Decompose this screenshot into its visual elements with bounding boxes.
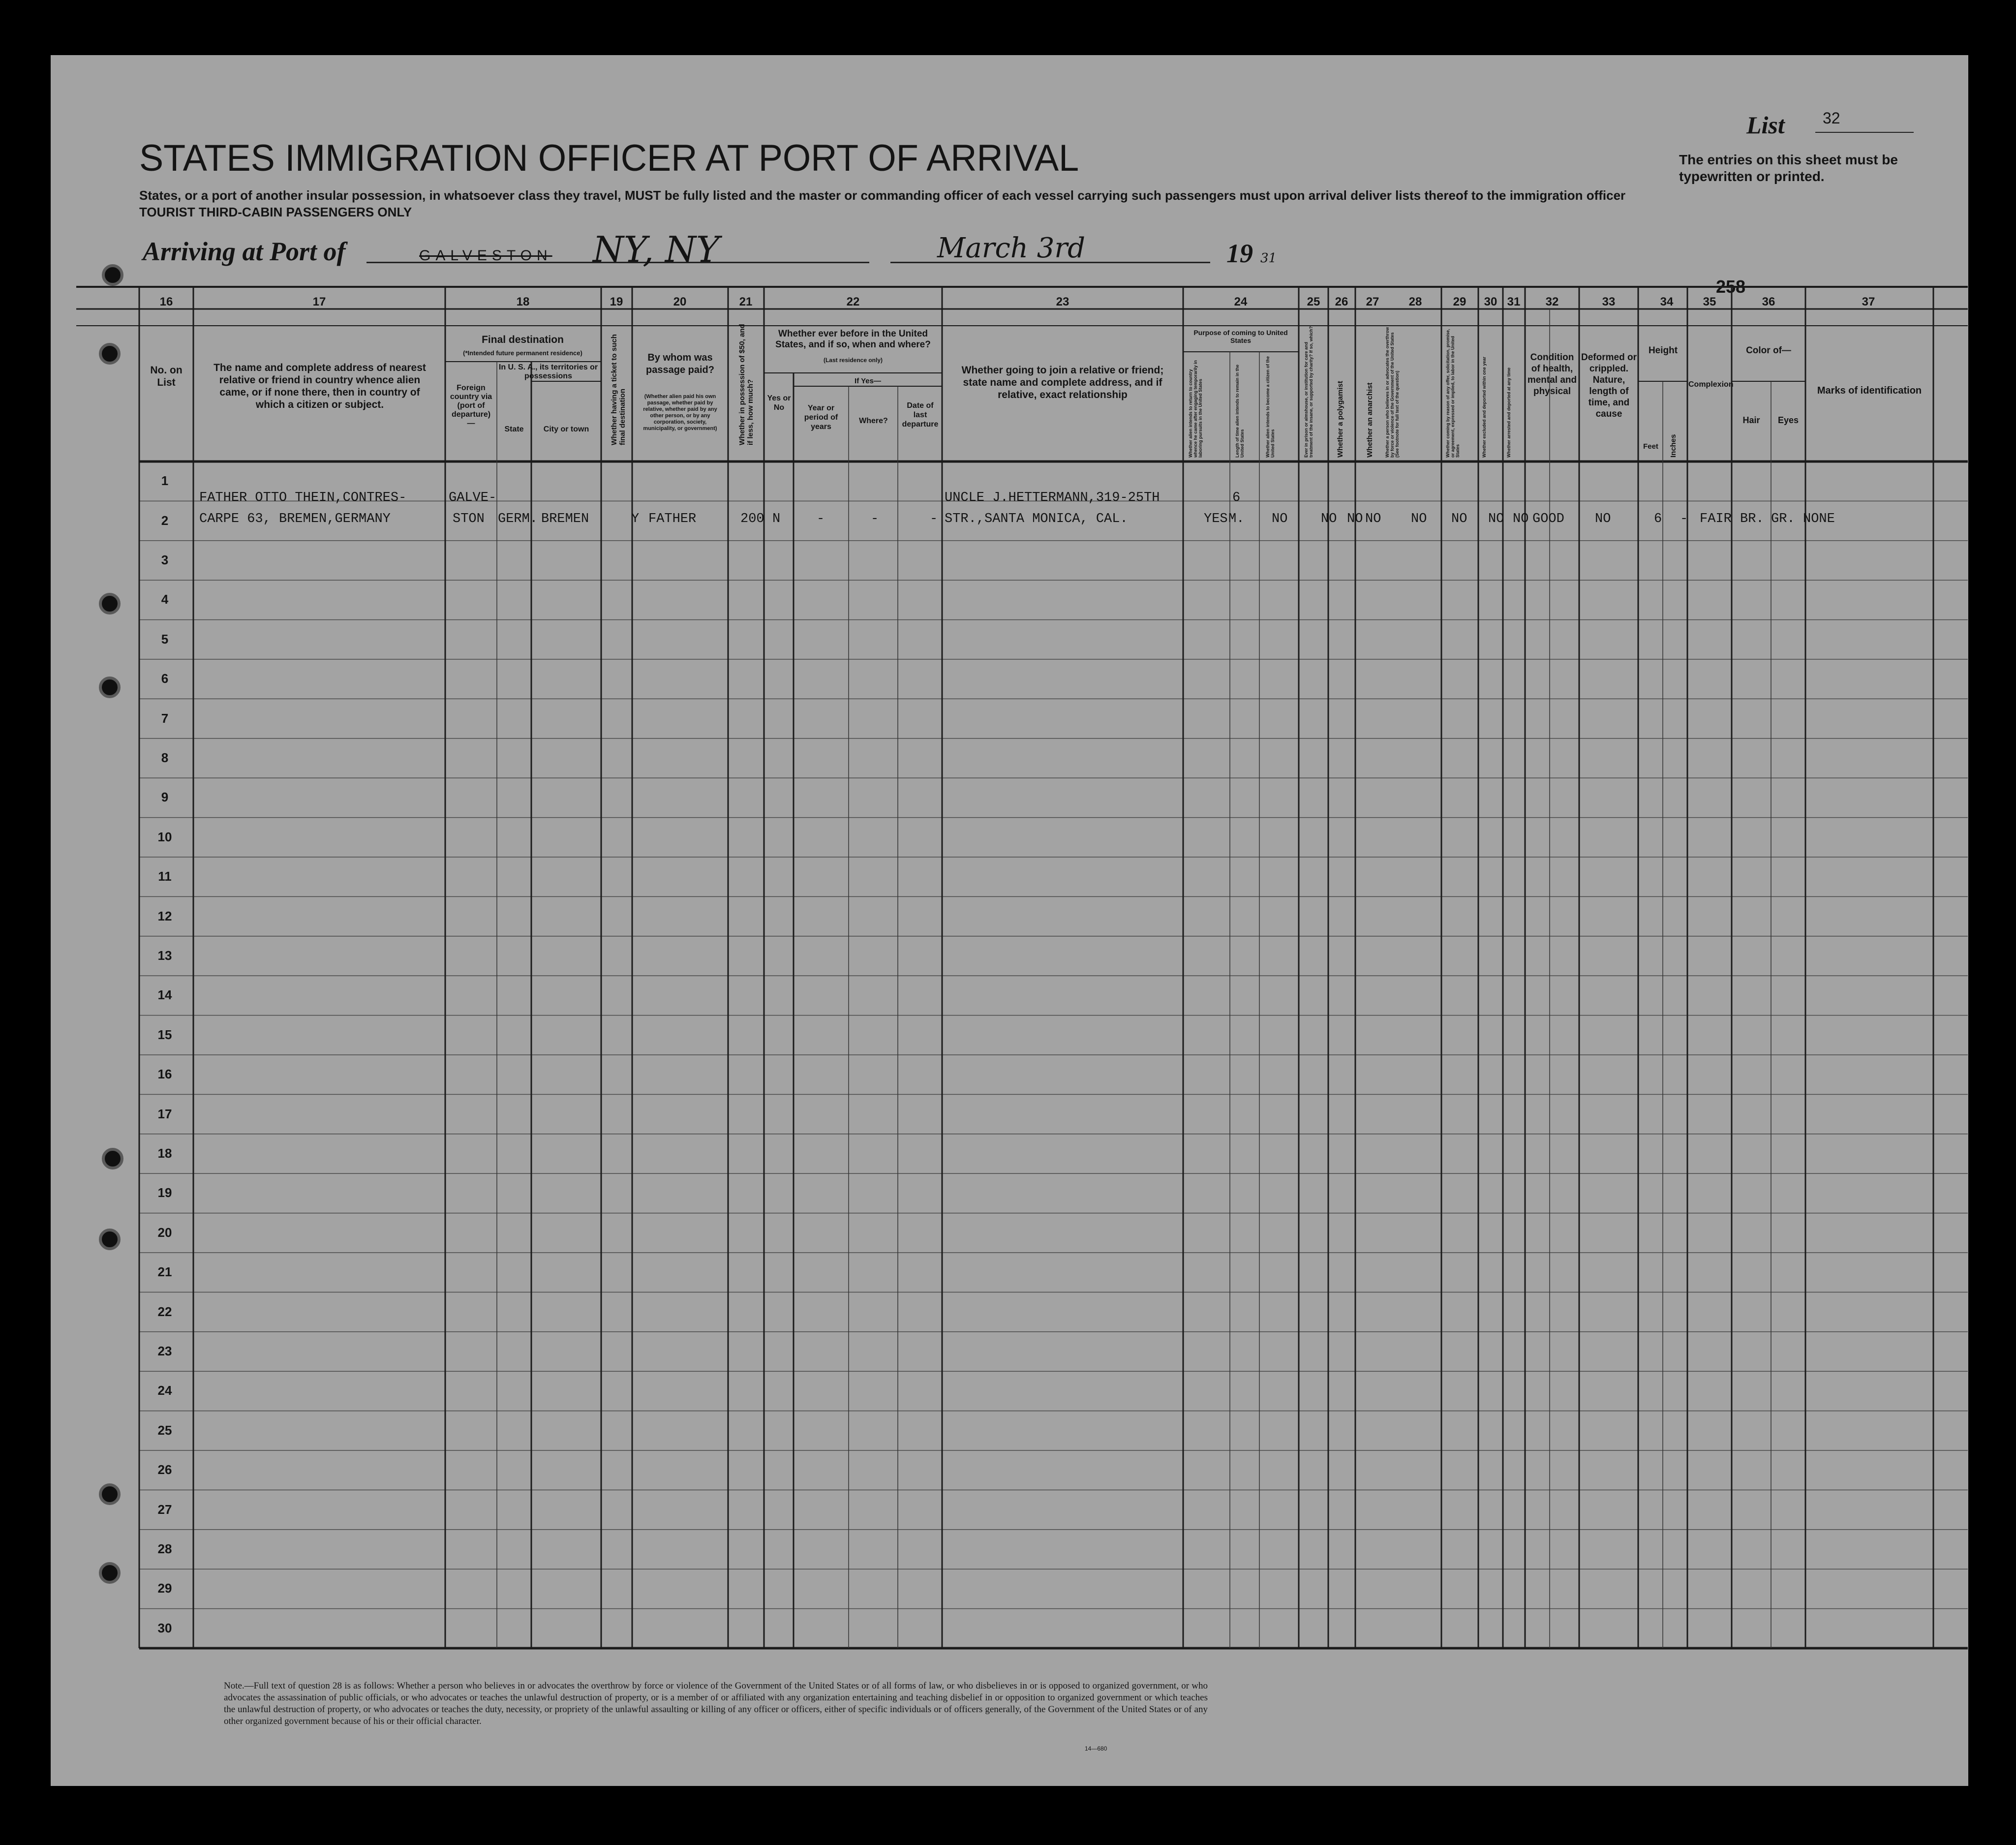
header-purpose-return: Whether alien intends to return to country whence he came after engaging temporarily in laboring pursuits in the United States bbox=[1188, 360, 1203, 458]
row-number: 11 bbox=[158, 869, 172, 884]
column-number: 27 bbox=[1366, 295, 1379, 308]
header-purpose-citizen: Whether alien intends to become a citizen of the United States bbox=[1265, 356, 1275, 458]
column-number: 32 bbox=[1545, 295, 1559, 308]
entry-purpose-return: YES bbox=[1204, 512, 1228, 526]
header-city: City or town bbox=[543, 425, 589, 433]
header-nearest-relative: The name and complete address of nearest relative or friend in country whence alien came, or if none there, then in country of which a citizen or subject. bbox=[214, 362, 426, 410]
header-state: State bbox=[504, 425, 524, 433]
row-number: 2 bbox=[161, 513, 169, 528]
year-printed: 19 bbox=[1226, 239, 1253, 268]
entry-joining-line1: UNCLE J.HETTERMANN,319-25TH bbox=[945, 491, 1160, 505]
row-number: 19 bbox=[157, 1185, 172, 1200]
stamp-number: 258 bbox=[1716, 277, 1746, 297]
entry-prison: NO bbox=[1321, 512, 1337, 526]
entry-joining-line2: STR.,SANTA MONICA, CAL. bbox=[945, 512, 1128, 526]
entry-arrested: NO bbox=[1513, 512, 1529, 526]
entry-excluded: NO bbox=[1488, 512, 1504, 526]
column-number: 37 bbox=[1862, 295, 1875, 308]
entry-year-period: - bbox=[817, 512, 825, 526]
list-number-line bbox=[1815, 132, 1914, 133]
entry-health: GOOD bbox=[1532, 512, 1564, 526]
column-number: 19 bbox=[610, 295, 623, 308]
column-number: 17 bbox=[312, 295, 326, 308]
header-year-period: Year or period of years bbox=[804, 404, 838, 431]
header-polygamist: Whether a polygamist bbox=[1336, 381, 1344, 458]
header-overthrow: Whether a person who believes in or advocates the overthrow by force or violence of the Government of the United States (See footnote for full text of the question) bbox=[1385, 327, 1400, 458]
entry-marks: NONE bbox=[1803, 512, 1835, 526]
header-excluded: Whether excluded and deported within one year bbox=[1482, 356, 1487, 458]
entry-feet: 6 bbox=[1654, 512, 1662, 526]
row-number: 22 bbox=[157, 1304, 172, 1319]
header-health: Condition of health, mental and physical bbox=[1527, 352, 1577, 397]
header-join-relative: Whether going to join a relative or friend; state name and complete address, and if relative, exact relationship bbox=[961, 365, 1164, 400]
column-number: 31 bbox=[1507, 295, 1521, 308]
row-number: 28 bbox=[157, 1541, 172, 1556]
entry-relative-line2: CARPE 63, BREMEN,GERMANY bbox=[199, 512, 391, 526]
header-ever-before-sub: (Last residence only) bbox=[823, 357, 883, 364]
list-number: 32 bbox=[1823, 109, 1840, 127]
passenger-class: TOURIST THIRD-CABIN PASSENGERS ONLY bbox=[139, 205, 412, 219]
column-number: 25 bbox=[1307, 295, 1320, 308]
header-no-on-list: No. on List bbox=[150, 365, 183, 388]
port-handwritten: NY, NY bbox=[593, 229, 720, 270]
year-handwritten: 31 bbox=[1260, 251, 1277, 266]
row-number: 26 bbox=[157, 1462, 172, 1477]
entry-where: - bbox=[871, 512, 879, 526]
column-number: 26 bbox=[1335, 295, 1348, 308]
entry-length-top: 6 bbox=[1232, 491, 1241, 505]
header-prison: Ever in prison or almshouse, or institution for care and treatment of the insane, or supported by charity? If so, which? bbox=[1304, 326, 1313, 458]
header-inches: Inches bbox=[1669, 434, 1678, 458]
header-date-departure: Date of last departure bbox=[902, 401, 939, 429]
row-number: 12 bbox=[157, 908, 172, 923]
row-number: 4 bbox=[161, 592, 169, 607]
punch-hole-icon bbox=[99, 1483, 121, 1505]
row-number: 7 bbox=[161, 710, 169, 726]
entry-relative-line1: FATHER OTTO THEIN,CONTRES- bbox=[199, 491, 407, 505]
header-height: Height bbox=[1648, 345, 1678, 356]
row-number: 9 bbox=[161, 790, 169, 805]
header-marks: Marks of identification bbox=[1817, 385, 1922, 396]
header-where: Where? bbox=[859, 417, 888, 425]
column-number: 24 bbox=[1234, 295, 1248, 308]
entry-passage-paid: FATHER bbox=[648, 512, 697, 526]
row-number: 6 bbox=[161, 671, 169, 686]
punch-hole-icon bbox=[102, 1148, 123, 1169]
entry-deformed: NO bbox=[1595, 512, 1611, 526]
row-number: 17 bbox=[157, 1106, 172, 1121]
column-number: 35 bbox=[1703, 295, 1716, 308]
row-number: 13 bbox=[157, 948, 172, 963]
row-number: 10 bbox=[157, 829, 172, 844]
column-number: 28 bbox=[1408, 295, 1422, 308]
row-number: 15 bbox=[157, 1027, 172, 1042]
column-number: 29 bbox=[1453, 295, 1466, 308]
header-if-yes: If Yes— bbox=[855, 377, 881, 385]
punch-hole-icon bbox=[99, 1562, 121, 1584]
header-passage-paid: By whom was passage paid? bbox=[646, 352, 714, 375]
entry-state: GERM. bbox=[498, 512, 538, 526]
footnote: Note.—Full text of question 28 is as follows: Whether a person who believes in or advocates the overthrow by force or violence of the Government of the United States or of all forms of law, or who disbelieves in or is opposed to organized government, or who advocates the assassination of public officials, or who advocates or teaches the unlawful destruction of property, or is a member of or affiliated with any organization entertaining and teaching disbelief in or opposition to organized government or which teaches the unlawful destruction of property, or who advocates or teaches the duty, necessity, or propriety of the unlawful assaulting or killing of any officer or officers, either of specific individuals or of officers generally, of the Government of the United States or of any other organized government because of his or their official character. bbox=[224, 1681, 1208, 1726]
form-code: 14—680 bbox=[1085, 1745, 1107, 1752]
entry-foreign-line1: GALVE- bbox=[449, 491, 497, 505]
header-purpose-length: Length of time alien intends to remain in the United States bbox=[1235, 364, 1245, 458]
entry-foreign-line2: STON bbox=[453, 512, 485, 526]
date-handwritten: March 3rd bbox=[937, 232, 1085, 264]
arriving-port-label: Arriving at Port of bbox=[143, 237, 346, 266]
column-number: 33 bbox=[1602, 295, 1616, 308]
entry-polygamist: NO bbox=[1347, 512, 1363, 526]
header-hair: Hair bbox=[1742, 415, 1760, 425]
entry-anarchist: NO bbox=[1365, 512, 1381, 526]
header-yes-or-no: Yes or No bbox=[767, 394, 791, 412]
header-complexion: Complexion bbox=[1688, 380, 1734, 389]
entry-inches: - bbox=[1680, 512, 1688, 526]
page-title: STATES IMMIGRATION OFFICER AT PORT OF ARRIVAL bbox=[139, 137, 1079, 179]
row-number: 30 bbox=[157, 1620, 172, 1635]
column-number: 34 bbox=[1660, 295, 1674, 308]
instructions-line: States, or a port of another insular possession, in whatsoever class they travel, MUST be fully listed and the master or commanding officer of each vessel carrying such passengers must upon arrival deliver lists thereof to the immigration officer bbox=[139, 188, 1626, 203]
header-final-destination-sub: (*Intended future permanent residence) bbox=[463, 349, 582, 357]
punch-hole-icon bbox=[102, 264, 123, 286]
row-number: 23 bbox=[157, 1344, 172, 1358]
entry-money: 200 bbox=[740, 512, 764, 526]
column-number: 23 bbox=[1056, 295, 1069, 308]
column-number: 21 bbox=[739, 295, 753, 308]
manifest-sheet bbox=[51, 55, 1968, 1786]
header-ever-before: Whether ever before in the United States, and if so, when and where? bbox=[775, 329, 931, 350]
row-number: 14 bbox=[157, 987, 172, 1003]
entry-city: BREMEN bbox=[541, 512, 589, 526]
header-final-destination: Final destination bbox=[482, 334, 564, 345]
entry-overthrow: NO bbox=[1411, 512, 1427, 526]
column-number: 22 bbox=[846, 295, 860, 308]
punch-hole-icon bbox=[99, 343, 121, 365]
row-number: 25 bbox=[157, 1422, 172, 1438]
header-in-usa: In U. S. A., its territories or possessions bbox=[498, 363, 598, 380]
column-number: 20 bbox=[673, 295, 687, 308]
header-feet: Feet bbox=[1643, 442, 1658, 451]
entry-ever-before: N bbox=[772, 512, 781, 526]
entry-hair: BR. bbox=[1740, 512, 1764, 526]
punch-hole-icon bbox=[99, 1229, 121, 1250]
header-color-of: Color of— bbox=[1746, 345, 1791, 356]
row-number: 5 bbox=[161, 631, 169, 646]
punch-hole-icon bbox=[99, 676, 121, 698]
header-arrested: Whether arrested and deported at any time bbox=[1506, 367, 1511, 458]
column-number: 36 bbox=[1762, 295, 1775, 308]
entry-eyes: GR. bbox=[1771, 512, 1795, 526]
row-number: 16 bbox=[157, 1067, 172, 1082]
punch-hole-icon bbox=[99, 593, 121, 615]
row-number: 24 bbox=[157, 1383, 172, 1398]
row-number: 8 bbox=[161, 750, 169, 765]
instructions-text bbox=[139, 187, 1664, 220]
row-number: 1 bbox=[161, 473, 169, 489]
row-number: 21 bbox=[157, 1264, 172, 1280]
typewritten-note: The entries on this sheet must be typewritten or printed. bbox=[1679, 152, 1898, 184]
port-printed: GALVESTON bbox=[419, 247, 552, 264]
column-number: 16 bbox=[159, 295, 173, 308]
header-purpose: Purpose of coming to United States bbox=[1193, 329, 1288, 344]
header-fifty-dollars: Whether in possession of $50, and if less, how much? bbox=[738, 324, 755, 445]
header-passage-paid-sub: (Whether alien paid his own passage, whether paid by relative, whether paid by any other person, or by any corporation, society, municipality, or government) bbox=[643, 394, 717, 431]
entry-labor-offer: NO bbox=[1451, 512, 1467, 526]
row-number: 20 bbox=[157, 1225, 172, 1240]
entry-ticket: Y bbox=[631, 512, 640, 526]
header-anarchist: Whether an anarchist bbox=[1366, 382, 1374, 458]
header-labor-offer: Whether coming by reason of any offer, solicitation, promise, or agreement, expressed or implied, to labor in the United States bbox=[1445, 329, 1460, 458]
list-label: List bbox=[1746, 111, 1785, 139]
header-deformed: Deformed or crippled. Nature, length of time, and cause bbox=[1581, 352, 1637, 419]
entry-length: M. bbox=[1228, 512, 1245, 526]
row-number: 29 bbox=[157, 1581, 172, 1596]
header-eyes: Eyes bbox=[1777, 415, 1799, 425]
header-foreign-country: Foreign country via (port of departure)— bbox=[450, 384, 492, 428]
column-number: 18 bbox=[516, 295, 530, 308]
row-number: 18 bbox=[157, 1146, 172, 1161]
column-number: 30 bbox=[1484, 295, 1497, 308]
entry-date-departure: - bbox=[930, 512, 938, 526]
entry-complexion: FAIR bbox=[1700, 512, 1732, 526]
row-number: 3 bbox=[161, 553, 169, 567]
row-number: 27 bbox=[157, 1502, 172, 1517]
entry-citizen: NO bbox=[1272, 512, 1288, 526]
header-ticket: Whether having a ticket to such final destination bbox=[610, 334, 627, 445]
